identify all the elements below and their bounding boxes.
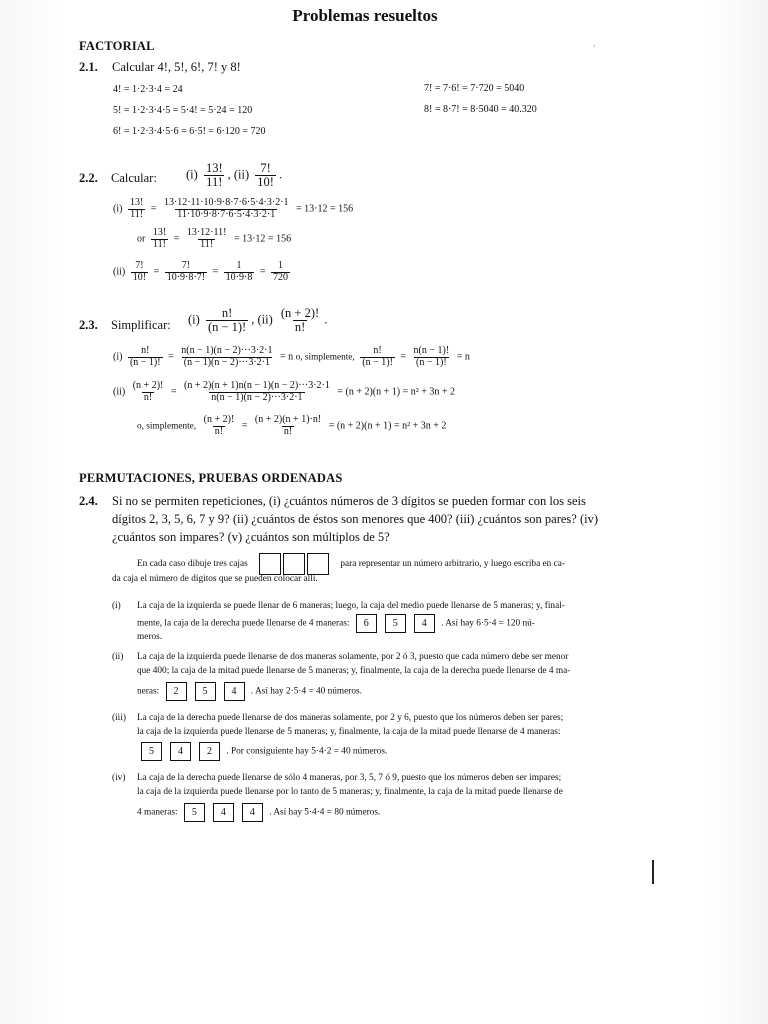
- item-result: . Así hay 6·5·4 = 120 nú-: [441, 618, 535, 629]
- part-label: (ii): [257, 312, 273, 327]
- digit-box: 4: [170, 742, 191, 761]
- part-label: (i): [186, 167, 198, 182]
- denominator: 11!: [153, 238, 166, 250]
- denominator: 11!: [130, 208, 144, 220]
- problem-statement-line: Si no se permiten repeticiones, (i) ¿cuántos números de 3 dígitos se pueden formar con los seis: [112, 494, 586, 508]
- numerator: n(n − 1)!: [413, 345, 450, 356]
- section-heading-factorial: FACTORIAL: [79, 39, 155, 53]
- intro-line: [137, 553, 565, 575]
- denominator: 11·10·9·8·7·6·5·4·3·2·1: [177, 208, 276, 220]
- item-text-line: [137, 614, 535, 633]
- fraction: [182, 381, 332, 403]
- numerator: 7!: [135, 260, 144, 271]
- digit-box: 4: [242, 803, 263, 822]
- equation-line: 4! = 1·2·3·4 = 24: [113, 84, 183, 95]
- fraction: [224, 261, 255, 283]
- fraction: [202, 415, 237, 437]
- fraction: [360, 346, 395, 368]
- digit-box: 4: [213, 803, 234, 822]
- digit-box: 5: [385, 614, 406, 633]
- denominator: (n − 1)!: [416, 356, 447, 368]
- part-label: (ii): [113, 386, 126, 398]
- item-text-line: meros.: [137, 632, 163, 642]
- numerator: 13·12·11·10·9·8·7·6·5·4·3·2·1: [163, 197, 289, 208]
- numerator: 13·12·11!: [186, 227, 227, 238]
- numerator: 13!: [152, 227, 167, 238]
- result: = n: [456, 351, 470, 363]
- equation-line: 6! = 1·2·3·4·5·6 = 6·5! = 6·120 = 720: [113, 126, 266, 137]
- denominator: n!: [294, 320, 306, 335]
- fraction: [185, 228, 229, 250]
- item-text-line: la caja de la izquierda puede llenarse por lo tanto de 5 maneras; y, finalmente, la caja de la mitad puede llenarse de: [137, 787, 563, 797]
- part-label: (i): [113, 203, 123, 215]
- item-result: . Así hay 2·5·4 = 40 números.: [250, 686, 362, 697]
- digit-box: 5: [195, 682, 216, 701]
- item-text-line: [137, 682, 362, 701]
- result: = 13·12 = 156: [296, 203, 354, 215]
- simply-label: o, simplemente,: [137, 421, 197, 432]
- equation-row-2-2-i: (i) $\frac{13!}{11!}$ = $\frac{13\cdot 12\cdot 11\cdot 10\cdot 9\cdot 8\cdot 7\cdot 6\cdot 5\cdot 4\cdot 3\cdot 2\cdot 1}{11\cdot 10\cdot 9\cdot 8\cdot 7\cdot 6\cdot 5\cdot 4\cdot 3\cdot 2\cdot 1}$ = 13·12 = 156: [113, 197, 354, 220]
- problem-number-2-1: 2.1.: [79, 60, 98, 74]
- digit-box: 4: [224, 682, 245, 701]
- fraction: [131, 261, 148, 283]
- denominator: (n − 1)!: [129, 356, 161, 368]
- fraction: [131, 381, 166, 403]
- numerator: 13!: [205, 161, 223, 175]
- denominator: n(n − 1)(n − 2)···3·2·1: [211, 391, 303, 403]
- item-text-line: [137, 742, 387, 761]
- numerator: (n + 2)(n + 1)·n!: [254, 414, 322, 425]
- part-label: (i): [113, 351, 123, 363]
- digit-box: 6: [356, 614, 377, 633]
- intro-line: da caja el número de dígitos que se pueden colocar allí.: [112, 574, 318, 584]
- fraction: [162, 198, 291, 220]
- item-text-line: La caja de la izquierda puede llenarse de dos maneras solamente, por 2 ó 3, puesto que cada número debe ser menor: [137, 652, 569, 662]
- equation-line: 7! = 7·6! = 7·720 = 5040: [424, 83, 525, 94]
- item-result: . Así hay 5·4·4 = 80 números.: [269, 807, 381, 818]
- equation-row-2-3-i: (i) $\frac{n!}{(n - 1)!}$ = $\frac{n(n - 1)(n - 2)\cdot\cdot\cdot 3\cdot 2\cdot 1}{(n - 1)(n - 2)\cdot\cdot\cdot 3\cdot 2\cdot 1}$ = n o, simplemente, $\frac{n!}{(n - 1)!}$ = $\frac{n(n - 1)!}{(n - 1)!}$ = n: [113, 345, 470, 368]
- problem-number-2-2: 2.2.: [79, 171, 98, 185]
- denominator: n!: [214, 425, 224, 437]
- denominator: 11!: [206, 175, 223, 190]
- problem-2-3-heading-fractions: (i) $\frac{n!}{(n - 1)!}$ , (ii) $\frac{(n + 2)!}{n!}$ .: [188, 306, 328, 335]
- part-label: (i): [188, 312, 200, 327]
- problem-statement-2-1: Calcular 4!, 5!, 6!, 7! y 8!: [112, 60, 241, 74]
- fraction: [412, 346, 452, 368]
- fraction: [128, 346, 163, 368]
- item-result: . Por consiguiente hay 5·4·2 = 40 números.: [226, 746, 388, 757]
- numerator: n(n − 1)(n − 2)···3·2·1: [181, 345, 273, 356]
- or-label: or: [137, 233, 146, 245]
- equation-row-2-2-ii: (ii) $\frac{7!}{10!}$ = $\frac{7!}{10\cdot 9\cdot 8\cdot 7!}$ = $\frac{1}{10\cdot 9\cdot 8}$ = $\frac{1}{720}$: [113, 260, 288, 283]
- empty-box: [307, 553, 329, 575]
- numerator: (n + 2)!: [280, 306, 320, 320]
- section-heading-permutaciones: PERMUTACIONES, PRUEBAS ORDENADAS: [79, 471, 343, 485]
- numerator: n!: [141, 345, 150, 356]
- fraction: [279, 307, 321, 334]
- problem-number-2-4: 2.4.: [79, 494, 98, 508]
- fraction: [204, 162, 225, 189]
- equation-line: 8! = 8·7! = 8·5040 = 40.320: [424, 104, 537, 115]
- scan-speck: ·: [593, 42, 596, 51]
- empty-boxes: [258, 553, 330, 575]
- fraction: [206, 307, 248, 334]
- numerator: n!: [373, 345, 382, 356]
- item-text-line: [137, 803, 380, 822]
- digit-box: 2: [166, 682, 187, 701]
- fraction: [179, 346, 274, 368]
- fraction: [165, 261, 207, 283]
- numerator: 13!: [129, 197, 144, 208]
- intro-text: En cada caso dibuje tres cajas: [137, 559, 248, 570]
- numerator: 7!: [181, 260, 191, 271]
- digit-box: 5: [184, 803, 205, 822]
- item-text: mente, la caja de la derecha puede llenarse de 4 maneras:: [137, 618, 350, 629]
- result: = (n + 2)(n + 1) = n² + 3n + 2: [328, 420, 447, 432]
- simply-label: o, simplemente,: [295, 352, 355, 363]
- numerator: (n + 2)!: [132, 380, 164, 391]
- denominator: 10!: [132, 271, 147, 283]
- fraction: [255, 162, 276, 189]
- result: = 13·12 = 156: [233, 233, 292, 245]
- denominator: (n − 1)!: [207, 320, 247, 335]
- digit-box: 5: [141, 742, 162, 761]
- numerator: (n + 2)(n + 1)n(n − 1)(n − 2)···3·2·1: [184, 380, 330, 391]
- numerator: 7!: [260, 161, 271, 175]
- item-text-line: que 400; la caja de la mitad puede llenarse de 5 maneras; y, finalmente, la caja de la derecha puede llenarse de 4 ma-: [137, 666, 571, 676]
- result: = (n + 2)(n + 1) = n² + 3n + 2: [337, 386, 456, 398]
- item-text: neras:: [137, 686, 160, 697]
- fraction: [253, 415, 323, 437]
- item-label: (i): [112, 601, 121, 611]
- item-text-line: La caja de la derecha puede llenarse de dos maneras solamente, por 2 y 6, puesto que los números deben ser pares;: [137, 713, 564, 723]
- problem-statement-line: dígitos 2, 3, 5, 6, 7 y 9? (ii) ¿cuántos de éstos son menores que 400? (iii) ¿cuántos son pares? (iv): [112, 512, 598, 526]
- problem-statement-line: ¿cuántos son impares? (v) ¿cuántos son múltiplos de 5?: [112, 530, 390, 544]
- item-text-line: La caja de la derecha puede llenarse de sólo 4 maneras, por 3, 5, 7 ó 9, puesto que los números deben ser impares;: [137, 773, 562, 783]
- empty-box: [259, 553, 281, 575]
- scan-edge-mark: [652, 860, 654, 884]
- equation-row-2-3-ii-alt: o, simplemente, $\frac{(n + 2)!}{n!}$ = $\frac{(n + 2)(n + 1)\cdot n!}{n!}$ = (n + 2)(n + 1) = n² + 3n + 2: [137, 414, 447, 437]
- denominator: 11!: [200, 238, 214, 250]
- denominator: (n − 1)!: [362, 356, 393, 368]
- numerator: 1: [277, 260, 283, 271]
- numerator: n!: [221, 306, 233, 320]
- part-label: (ii): [113, 266, 126, 278]
- equation-row-2-2-or: or $\frac{13!}{11!}$ = $\frac{13\cdot 12\cdot 11!}{11!}$ = 13·12 = 156: [137, 227, 292, 250]
- denominator: n!: [143, 391, 153, 403]
- denominator: 10!: [257, 175, 274, 190]
- problem-statement-2-2: Calcular:: [111, 171, 157, 185]
- problem-2-2-heading-fractions: (i) $\frac{13!}{11!}$ , (ii) $\frac{7!}{10!}$ .: [186, 161, 283, 190]
- digit-box: 4: [414, 614, 435, 633]
- denominator: 10·9·8·7!: [166, 271, 206, 283]
- empty-box: [283, 553, 305, 575]
- item-text: 4 maneras:: [137, 807, 178, 818]
- fraction: [271, 261, 290, 283]
- denominator: n!: [283, 425, 293, 437]
- numerator: 1: [236, 260, 242, 271]
- digit-box: 2: [199, 742, 220, 761]
- equation-row-2-3-ii: (ii) $\frac{(n + 2)!}{n!}$ = $\frac{(n + 2)(n + 1)n(n - 1)(n - 2)\cdot\cdot\cdot 3\cdot 2\cdot 1}{n(n - 1)(n - 2)\cdot\cdot\cdot 3\cdot 2\cdot 1}$ = (n + 2)(n + 1) = n² + 3n + 2: [113, 380, 456, 403]
- page-title: Problemas resueltos: [292, 6, 438, 25]
- item-text-line: La caja de la izquierda se puede llenar de 6 maneras; luego, la caja del medio puede llenarse de 5 maneras; y, final-: [137, 601, 565, 611]
- part-label: (ii): [233, 167, 250, 182]
- fraction: [151, 228, 168, 250]
- problem-statement-2-3: Simplificar:: [111, 318, 171, 332]
- problem-number-2-3: 2.3.: [79, 318, 98, 332]
- denominator: (n − 1)(n − 2)···3·2·1: [183, 356, 270, 368]
- item-label: (iii): [112, 713, 126, 723]
- denominator: 10·9·8: [225, 271, 253, 283]
- item-label: (iv): [112, 773, 126, 783]
- item-text-line: la caja de la izquierda puede llenarse de 5 maneras; y, finalmente, la caja de la mitad puede llenarse de 4 maneras:: [137, 727, 561, 737]
- result: = n: [279, 351, 294, 363]
- equation-line: 5! = 1·2·3·4·5 = 5·4! = 5·24 = 120: [113, 105, 253, 116]
- item-label: (ii): [112, 652, 124, 662]
- numerator: (n + 2)!: [203, 414, 235, 425]
- denominator: 720: [272, 271, 288, 283]
- intro-text: para representar un número arbitrario, y luego escriba en ca-: [340, 559, 565, 570]
- fraction: [128, 198, 145, 220]
